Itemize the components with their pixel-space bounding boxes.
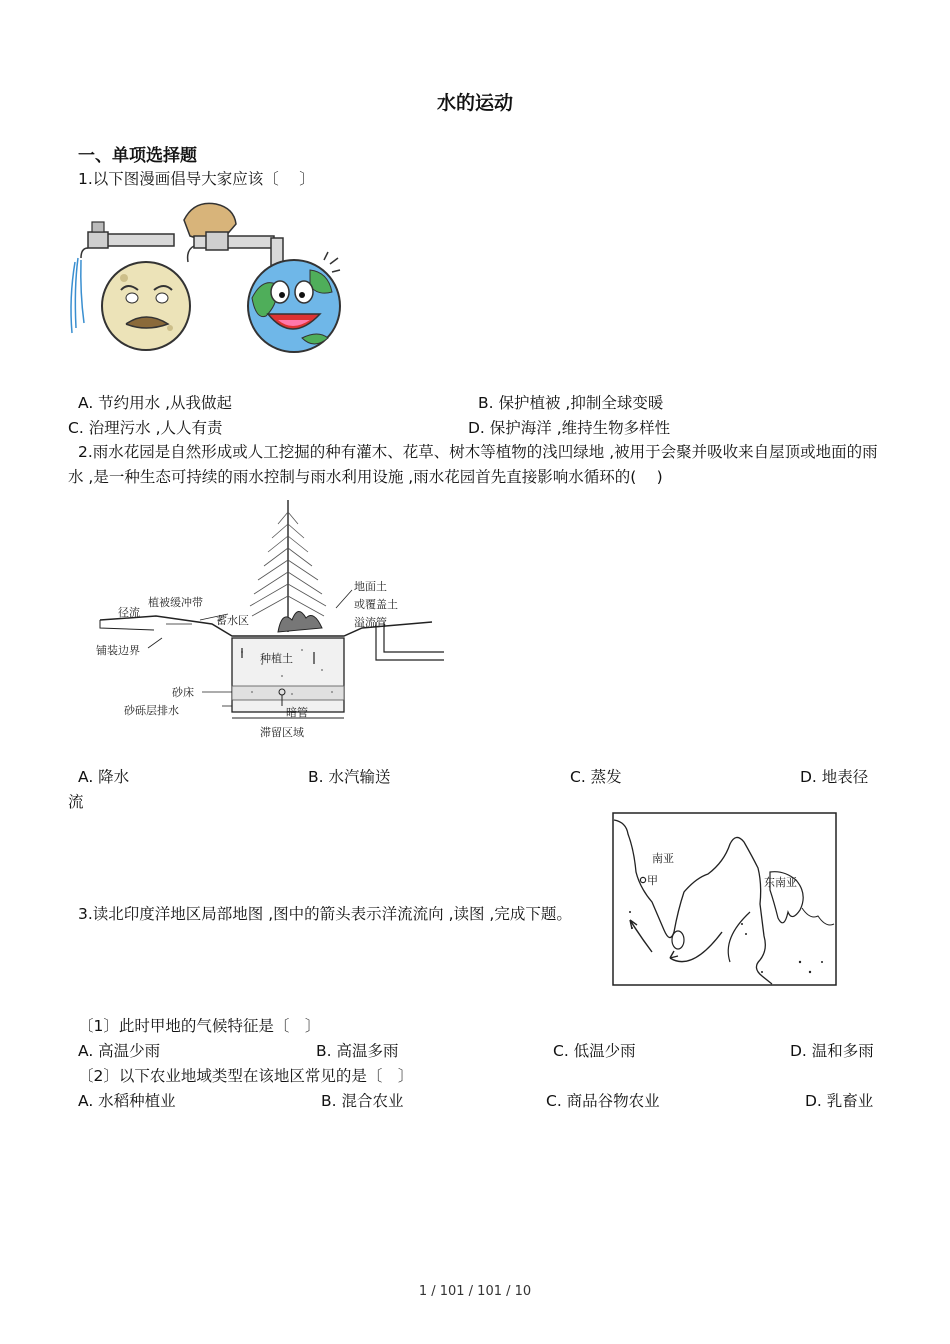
map-label-jia: 甲 <box>647 874 658 887</box>
label-cover-soil: 或覆盖土 <box>354 598 398 611</box>
q2-option-d-wrap: 流 <box>68 793 84 811</box>
q3-sub1-stem: 〔1〕此时甲地的气候特征是〔 〕 <box>78 1017 321 1035</box>
q3-sub1-option-d[interactable]: D. 温和多雨 <box>790 1042 874 1060</box>
q3-sub1-option-a[interactable]: A. 高温少雨 <box>78 1042 161 1060</box>
map-label-south-asia: 南亚 <box>652 852 674 865</box>
q1-option-d[interactable]: D. 保护海洋 ,维持生物多样性 <box>468 419 671 437</box>
q3-sub2-option-b[interactable]: B. 混合农业 <box>321 1092 404 1110</box>
label-retention: 滞留区域 <box>260 726 304 739</box>
q2-option-c[interactable]: C. 蒸发 <box>570 768 622 786</box>
q3-sub2-option-a[interactable]: A. 水稻种植业 <box>78 1092 176 1110</box>
q1-stem: 1.以下图漫画倡导大家应该〔 〕 <box>78 170 315 188</box>
label-storage: 蓄水区 <box>216 614 249 627</box>
label-paving-edge: 铺装边界 <box>96 644 140 657</box>
q1-option-c[interactable]: C. 治理污水 ,人人有责 <box>68 419 223 437</box>
label-runoff: 径流 <box>118 606 140 619</box>
q1-option-b[interactable]: B. 保护植被 ,抑制全球变暖 <box>478 394 664 412</box>
map-label-southeast-asia: 东南亚 <box>764 876 797 889</box>
q3-sub2-option-d[interactable]: D. 乳畜业 <box>805 1092 874 1110</box>
label-veg-buffer: 植被缓冲带 <box>148 596 203 609</box>
label-planting-soil: 种植土 <box>260 652 293 665</box>
page-footer: 1 / 101 / 101 / 10 <box>418 1284 532 1299</box>
label-ground-soil: 地面土 <box>354 580 387 593</box>
q2-option-d[interactable]: D. 地表径 <box>800 768 869 786</box>
section-heading: 一、单项选择题 <box>78 146 197 166</box>
q2-option-a[interactable]: A. 降水 <box>78 768 130 786</box>
label-sand-bed: 砂床 <box>172 686 194 699</box>
q3-sub2-stem: 〔2〕以下农业地域类型在该地区常见的是〔 〕 <box>78 1067 414 1085</box>
label-overflow: 溢流管 <box>354 616 387 629</box>
q3-sub1-option-c[interactable]: C. 低温少雨 <box>553 1042 636 1060</box>
q2-option-b[interactable]: B. 水汽输送 <box>308 768 391 786</box>
q3-sub2-option-c[interactable]: C. 商品谷物农业 <box>546 1092 660 1110</box>
q3-sub1-option-b[interactable]: B. 高温多雨 <box>316 1042 399 1060</box>
q3-stem: 3.读北印度洋地区局部地图 ,图中的箭头表示洋流流向 ,读图 ,完成下题。 <box>78 905 572 923</box>
q2-stem: 2.雨水花园是自然形成或人工挖掘的种有灌木、花草、树木等植物的浅凹绿地 ,被用于会聚并吸收来自屋顶或地面的雨水 ,是一种生态可持续的雨水控制与雨水利用设施 ,雨水花园首先直接影响水循环的( ) <box>68 443 878 486</box>
label-hidden-pipe: 暗管 <box>286 706 308 719</box>
q3-indian-ocean-map <box>612 812 838 987</box>
q1-cartoon <box>66 198 341 358</box>
q2-rain-garden-diagram <box>92 492 448 742</box>
label-gravel-drain: 砂砾层排水 <box>124 704 179 717</box>
page-title: 水的运动 <box>436 92 513 114</box>
q1-option-a[interactable]: A. 节约用水 ,从我做起 <box>78 394 233 412</box>
